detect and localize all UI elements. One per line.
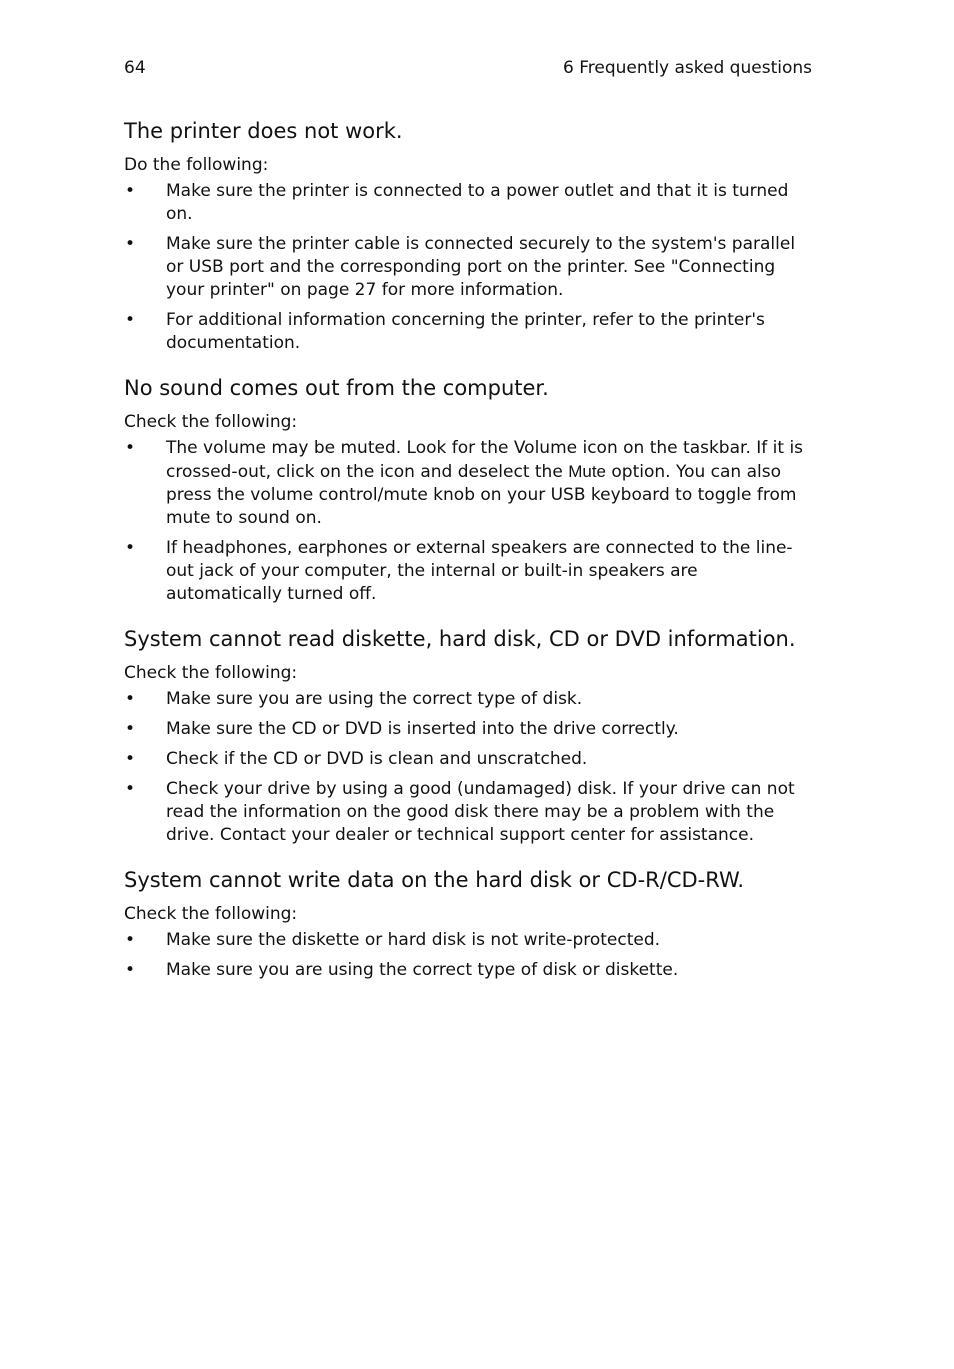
section-write-disk: [124, 866, 812, 982]
section-intro: Check the following:: [124, 904, 298, 924]
list-item: [124, 309, 812, 355]
bullet-icon: •: [125, 538, 136, 558]
bullet-icon: •: [125, 689, 136, 709]
list-item: [124, 718, 812, 741]
bullet-icon: •: [125, 960, 136, 980]
page-content: [124, 117, 812, 982]
bullet-icon: •: [125, 310, 136, 330]
list-item-text: Check if the CD or DVD is clean and unscratched.: [166, 749, 588, 769]
page-number: 64: [124, 58, 146, 78]
list-item-text-before: The volume may be muted. Look for the Volume icon on the taskbar. If it is crossed-out, click on the icon and deselect the: [166, 438, 804, 482]
list-item-text: For additional information concerning the printer, refer to the printer's documentation.: [166, 310, 765, 353]
running-header: [124, 56, 812, 80]
list-item-text: Make sure you are using the correct type of disk or diskette.: [166, 960, 679, 980]
list-item: [124, 929, 812, 952]
bullet-icon: •: [125, 234, 136, 254]
list-item-text: Make sure the printer is connected to a power outlet and that it is turned on.: [166, 181, 789, 224]
list-item-text: Check your drive by using a good (undamaged) disk. If your drive can not read the information on the good disk there may be a problem with the drive. Contact your dealer or technical support center for assistance.: [166, 779, 795, 845]
list-item: [124, 688, 812, 711]
section-printer: [124, 117, 812, 355]
list-item-text: If headphones, earphones or external speakers are connected to the line-out jack of your computer, the internal or built-in speakers are automatically turned off.: [166, 538, 793, 604]
section-heading: No sound comes out from the computer.: [124, 376, 549, 400]
section-intro: Check the following:: [124, 412, 298, 432]
bullet-icon: •: [125, 438, 136, 458]
list-item-text: Make sure the diskette or hard disk is not write-protected.: [166, 930, 661, 950]
list-item: [124, 748, 812, 771]
section-read-disk: [124, 625, 812, 847]
bullet-icon: •: [125, 749, 136, 769]
list-item-text: Make sure the CD or DVD is inserted into the drive correctly.: [166, 719, 679, 739]
bullet-list: [124, 688, 812, 847]
section-intro: Do the following:: [124, 155, 269, 175]
bullet-icon: •: [125, 779, 136, 799]
list-item: [124, 437, 812, 530]
list-item-text: Make sure the printer cable is connected securely to the system's parallel or USB port and the corresponding port on the printer. See "Connecting your printer" on page 27 for more information.: [166, 234, 796, 300]
bullet-icon: •: [125, 719, 136, 739]
list-item: [124, 233, 812, 302]
section-heading: The printer does not work.: [124, 119, 403, 143]
bullet-list: [124, 437, 812, 606]
list-item: [124, 959, 812, 982]
section-heading: System cannot read diskette, hard disk, CD or DVD information.: [124, 627, 796, 651]
bullet-icon: •: [125, 181, 136, 201]
bullet-list: [124, 180, 812, 355]
mute-option-term: Mute: [568, 462, 606, 481]
section-sound: [124, 374, 812, 606]
chapter-title: 6 Frequently asked questions: [563, 58, 812, 78]
list-item-text-after: option. You can also press the volume control/mute knob on your USB keyboard to toggle from mute to sound on.: [166, 462, 797, 528]
list-item-text: Make sure you are using the correct type of disk.: [166, 689, 583, 709]
list-item: [124, 537, 812, 606]
list-item: [124, 180, 812, 226]
bullet-icon: •: [125, 930, 136, 950]
section-heading: System cannot write data on the hard disk or CD-R/CD-RW.: [124, 868, 745, 892]
section-intro: Check the following:: [124, 663, 298, 683]
list-item: [124, 778, 812, 847]
bullet-list: [124, 929, 812, 982]
